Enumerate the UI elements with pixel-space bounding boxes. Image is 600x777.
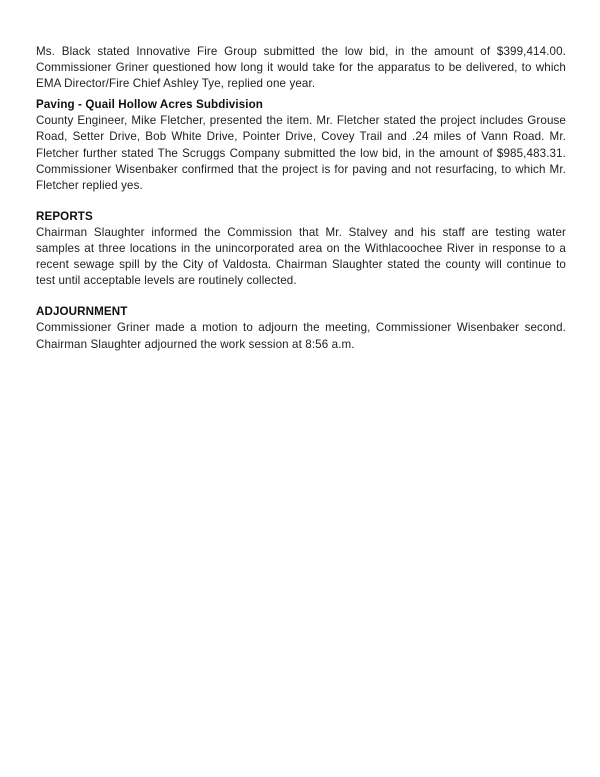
heading-paving-quail-hollow: Paving - Quail Hollow Acres Subdivision: [36, 98, 263, 112]
heading-reports: REPORTS: [36, 209, 93, 223]
paragraph-fire-apparatus-bid: Ms. Black stated Innovative Fire Group submitted the low bid, in the amount of $399,414.00. Commissioner Griner questioned how long it would take for the apparatus to be delivered, to which EMA Director/Fire Chief Ashley Tye, replied one year.: [36, 45, 566, 91]
paragraph-reports: Chairman Slaughter informed the Commission that Mr. Stalvey and his staff are testing water samples at three locations in the unincorporated area on the Withlacoochee River in response to a recent sewage spill by the City of Valdosta. Chairman Slaughter stated the county will continue to test until acceptable levels are routinely collected.: [36, 225, 566, 288]
paragraph-adjournment: Commissioner Griner made a motion to adjourn the meeting, Commissioner Wisenbaker second. Chairman Slaughter adjourned the work session at 8:56 a.m.: [36, 321, 566, 351]
heading-adjournment: ADJOURNMENT: [36, 305, 128, 319]
spacer: [36, 289, 566, 304]
document-body: [36, 44, 566, 353]
paragraph-paving-quail-hollow: County Engineer, Mike Fletcher, presented the item. Mr. Fletcher stated the project includes Grouse Road, Setter Drive, Bob White Drive, Pointer Drive, Covey Trail and .24 miles of Vann Road. Mr. Fletcher further stated The Scruggs Company submitted the low bid, in the amount of $985,483.31. Commissioner Wisenbaker confirmed that the project is for paving and not resurfacing, to which Mr. Fletcher replied yes.: [36, 114, 566, 192]
spacer: [36, 194, 566, 209]
